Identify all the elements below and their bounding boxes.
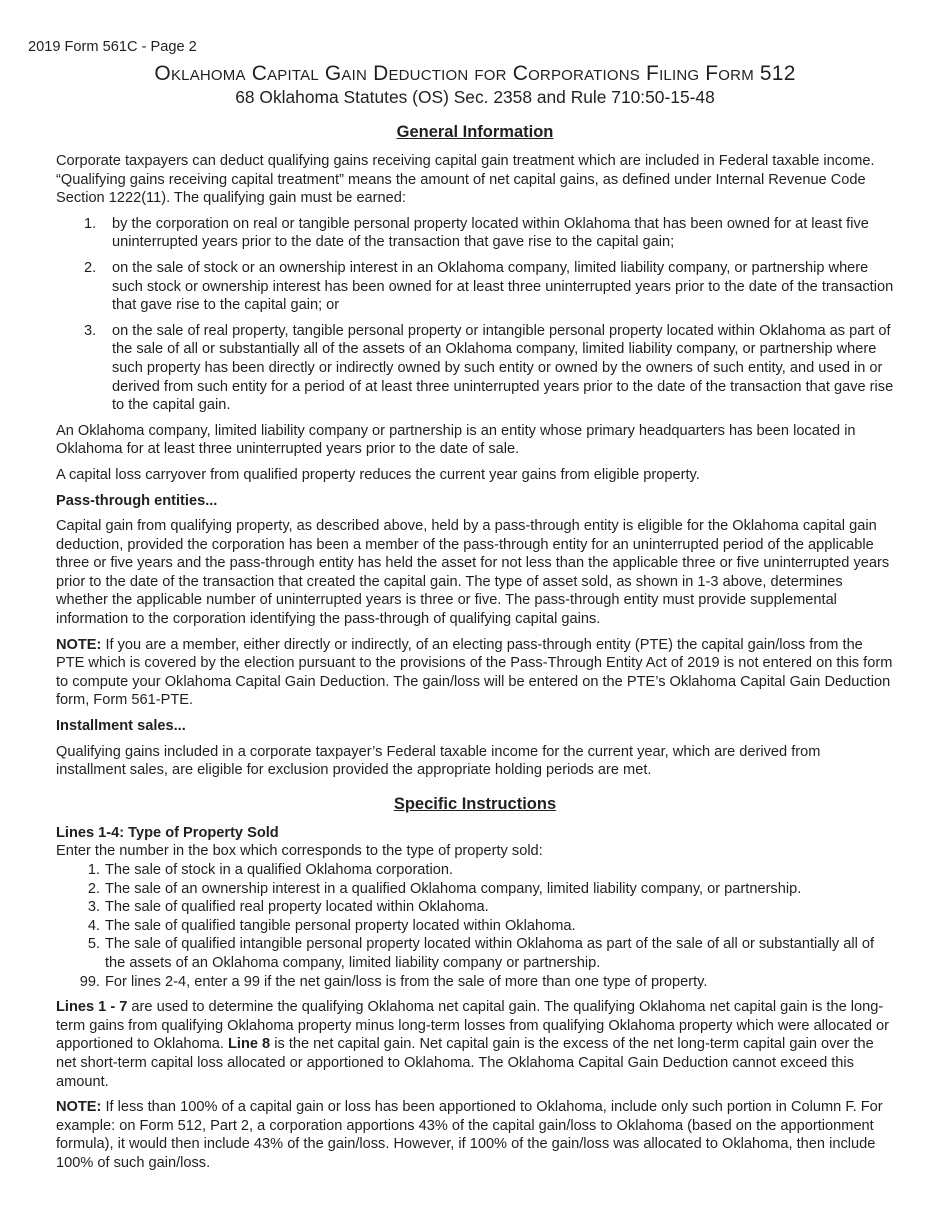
installment-sales-heading: Installment sales...	[56, 718, 186, 735]
installment-sales-text: Qualifying gains included in a corporate taxpayer’s Federal taxable income for the current year, which are derived from installment sales, are eligible for exclusion provided the appropriate holding periods are met.	[56, 743, 821, 779]
line-8-label: Line 8	[228, 1036, 271, 1053]
page-label: 2019 Form 561C - Page 2	[28, 39, 197, 55]
property-type-number: 5.	[87, 936, 100, 953]
capital-loss-carryover: A capital loss carryover from qualified property reduces the current year gains from eligible property.	[56, 466, 700, 483]
property-type-item	[56, 898, 894, 917]
property-type-item	[56, 935, 894, 972]
property-type-item	[56, 861, 894, 880]
lines-1-7-text: are used to determine the qualifying Oklahoma net capital gain. The qualifying Oklahoma net capital gain is the long-term gains from qualifying Oklahoma property minus long-term losses from qualifying Oklahoma property which were allocated or apportioned to Oklahoma.	[56, 999, 890, 1053]
property-type-text: The sale of qualified tangible personal property located within Oklahoma.	[105, 917, 576, 934]
note-label: NOTE:	[56, 636, 102, 653]
apportionment-note	[56, 1098, 894, 1172]
document-page	[56, 38, 894, 1180]
property-type-text: The sale of stock in a qualified Oklahoma corporation.	[105, 862, 454, 878]
requirement-number: 2.	[84, 259, 97, 276]
property-type-number: 1.	[87, 862, 100, 878]
requirement-text: on the sale of real property, tangible personal property or intangible personal property located within Oklahoma as part of the sale of all or substantially all of the assets of an Oklahoma company, limited liability company, or partnership where such property has been directly or indirectly owned by such entity or owned by the owners of such entity, and used in or derived from such entity for a period of at least three uninterrupted years prior to the date of the transaction that gave rise to the capital gain.	[112, 322, 894, 414]
property-type-text: The sale of an ownership interest in a qualified Oklahoma company, limited liability company, or partnership.	[105, 880, 802, 897]
requirement-number: 3.	[84, 322, 97, 339]
lines-1-4-heading: Lines 1-4: Type of Property Sold	[56, 824, 279, 841]
property-type-text: The sale of qualified intangible personal property located within Oklahoma as part of the sale of all or substantially all of the assets of an Oklahoma company, limited liability company or partnership.	[105, 936, 875, 971]
property-type-text: For lines 2-4, enter a 99 if the net gain/loss is from the sale of more than one type of property.	[105, 973, 708, 990]
lines-1-7-label: Lines 1 - 7	[56, 999, 128, 1016]
property-type-number: 3.	[87, 899, 100, 916]
requirements-list	[56, 215, 894, 415]
requirement-text: on the sale of stock or an ownership interest in an Oklahoma company, limited liability company, or partnership where such stock or ownership interest has been owned for at least three uninterrupted years prior to the date of the transaction that gave rise to the capital gain; or	[112, 259, 894, 314]
requirement-item	[56, 322, 894, 415]
lines-1-4-intro: Enter the number in the box which corresponds to the type of property sold:	[56, 843, 543, 860]
specific-instructions-heading: Specific Instructions	[393, 794, 557, 813]
pass-through-text: Capital gain from qualifying property, as described above, held by a pass-through entity is eligible for the Oklahoma capital gain deduction, provided the corporation has been a member of the pass-through entity for an uninterrupted period of the applicable three or five years and the pass-through entity has held the asset for not less than the applicable three or five uninterrupted years prior to the date of the transaction that created the capital gain. The type of asset sold, as shown in 1-3 above, determines whether the applicable number of uninterrupted years is three or five. The pass-through entity must provide supplemental information to the corporation identifying the pass-through of qualifying capital gains.	[56, 518, 890, 628]
pass-through-heading: Pass-through entities...	[56, 492, 218, 509]
note-text: If you are a member, either directly or indirectly, of an electing pass-through entity (PTE) the capital gain/loss from the PTE which is covered by the election pursuant to the provisions of the Pass-Through Entity Act of 2019 is not entered on this form to compute your Oklahoma Capital Gain Deduction. The gain/loss will be entered on the PTE’s Oklahoma Capital Gain Deduction form, Form 561-PTE.	[56, 636, 893, 709]
property-type-item	[56, 917, 894, 936]
requirement-item	[56, 259, 894, 315]
requirement-item	[56, 215, 894, 252]
property-type-item	[56, 880, 894, 899]
lines-1-7-paragraph	[56, 998, 894, 1091]
property-type-item	[56, 973, 894, 992]
property-type-list	[56, 861, 894, 991]
property-type-number: 99.	[79, 973, 100, 990]
note-label: NOTE:	[56, 1099, 102, 1116]
oklahoma-company-definition: An Oklahoma company, limited liability company or partnership is an entity whose primary headquarters has been located in Oklahoma for at least three uninterrupted years prior to the date of sale.	[56, 422, 856, 458]
general-intro: Corporate taxpayers can deduct qualifying gains receiving capital gain treatment which are included in Federal taxable income. “Qualifying gains receiving capital treatment” means the amount of net capital gains, as defined under Internal Revenue Code Section 1222(11). The qualifying gain must be earned:	[56, 153, 875, 207]
requirement-text: by the corporation on real or tangible personal property located within Oklahoma that has been owned for at least five uninterrupted years prior to the date of the transaction that gave rise to the capital gain;	[112, 215, 869, 251]
line-8-text: is the net capital gain. Net capital gain is the excess of the net long-term capital gain over the net short-term capital loss allocated or apportioned to Oklahoma. The Oklahoma Capital Gain Deduction cannot exceed this amount.	[56, 1036, 874, 1090]
property-type-number: 2.	[87, 880, 100, 897]
pass-through-note	[56, 636, 894, 710]
requirement-number: 1.	[84, 215, 97, 232]
document-title: Oklahoma Capital Gain Deduction for Corporations Filing Form 512	[154, 62, 796, 85]
note-text: If less than 100% of a capital gain or loss has been apportioned to Oklahoma, include only such portion in Column F. For example: on Form 512, Part 2, a corporation apportions 43% of the capital gain/loss to Oklahoma (based on the apportionment formula), it would then include 43% of the gain/loss. However, if 100% of the gain/loss was allocated to Oklahoma, then include 100% of such gain/loss.	[56, 1099, 883, 1171]
property-type-number: 4.	[87, 917, 100, 934]
document-subtitle: 68 Oklahoma Statutes (OS) Sec. 2358 and Rule 710:50-15-48	[235, 87, 715, 107]
property-type-text: The sale of qualified real property located within Oklahoma.	[105, 899, 489, 916]
general-information-heading: General Information	[396, 123, 554, 141]
